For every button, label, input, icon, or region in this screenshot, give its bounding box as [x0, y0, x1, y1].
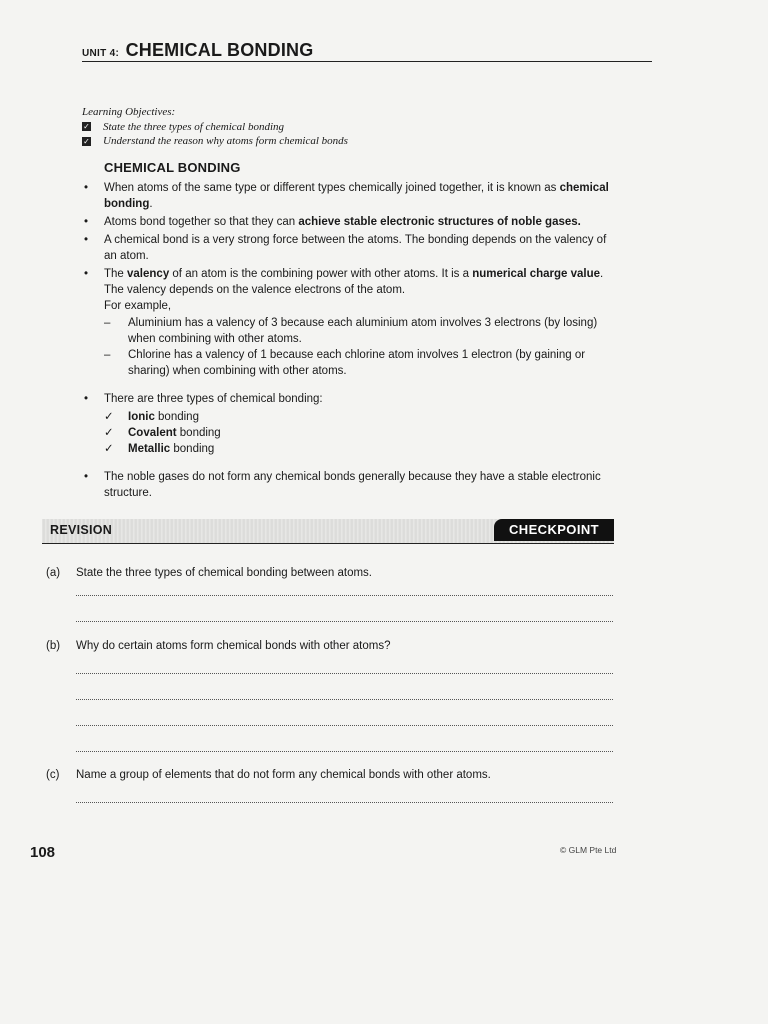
bullet-item — [82, 391, 622, 457]
bullet-text: A chemical bond is a very strong force between the atoms. The bonding depends on the valency of an atom. — [104, 234, 607, 262]
answer-line[interactable] — [76, 751, 613, 752]
bullet-text: . — [149, 198, 153, 210]
bullet-bold: chemical bonding — [104, 182, 609, 210]
revision-label: REVISION — [50, 523, 113, 537]
bullet-text: When atoms of the same type or different types chemically joined together, it is known as — [104, 182, 560, 194]
checked-box-icon: ✓ — [83, 136, 90, 146]
notes-list — [82, 180, 622, 503]
revision-bar — [42, 519, 614, 544]
bullet-text: The — [104, 268, 128, 280]
question-letter: (c) — [46, 769, 60, 781]
checkmark-icon: ✓ — [104, 427, 114, 439]
learning-objectives — [82, 105, 348, 149]
checkpoint-label: CHECKPOINT — [494, 519, 614, 541]
bullet-text: The noble gases do not form any chemical bonds generally because they have a stable electronic structure. — [104, 471, 601, 499]
question-b — [46, 640, 390, 652]
objective-text: State the three types of chemical bonding — [103, 120, 285, 133]
bullet-line: For example, — [104, 300, 172, 312]
bonding-type-bold: Metallic — [128, 443, 171, 455]
bullet-text: . — [600, 268, 604, 280]
unit-label: UNIT 4: — [82, 48, 120, 59]
checkmark-icon: ✓ — [104, 443, 114, 455]
question-text: Name a group of elements that do not form any chemical bonds with other atoms. — [76, 769, 491, 781]
unit-header — [82, 40, 313, 61]
question-letter: (a) — [46, 567, 61, 579]
question-letter: (b) — [46, 640, 61, 652]
bonding-type-rest: bonding — [176, 427, 221, 439]
bonding-type-bold: Covalent — [128, 427, 177, 439]
question-c — [46, 769, 491, 781]
bullet-item — [82, 214, 622, 230]
bullet-bold: valency — [127, 268, 170, 280]
question-a — [46, 567, 372, 579]
objective-item — [82, 120, 348, 135]
objective-item — [82, 134, 348, 149]
bonding-type-item — [104, 441, 622, 457]
bullet-text: There are three types of chemical bonding: — [104, 393, 323, 405]
example-list — [104, 315, 622, 379]
bonding-type-bold: Ionic — [128, 411, 155, 423]
answer-line[interactable] — [76, 699, 613, 700]
checkmark-icon: ✓ — [104, 411, 114, 423]
example-item: – Chlorine has a valency of 1 because each chlorine atom involves 1 electron (by gaining or sharing) when combining with other atoms. — [104, 347, 622, 379]
answer-line[interactable] — [76, 802, 613, 803]
bullet-bold: achieve stable electronic structures of noble gases. — [298, 216, 581, 228]
bullet-line: The valency depends on the valence electrons of the atom. — [104, 284, 406, 296]
bullet-item — [82, 266, 622, 379]
bonding-type-rest: bonding — [154, 411, 199, 423]
objective-text: Understand the reason why atoms form chemical bonds — [103, 135, 348, 147]
bullet-bold: numerical charge value — [472, 268, 601, 280]
question-text: State the three types of chemical bonding between atoms. — [76, 567, 372, 579]
page-number: 108 — [30, 844, 56, 861]
checked-box-icon: ✓ — [83, 122, 90, 132]
answer-line[interactable] — [76, 725, 613, 726]
bullet-item — [82, 232, 622, 264]
answer-line[interactable] — [76, 673, 613, 674]
answer-line[interactable] — [76, 621, 613, 622]
bonding-type-rest: bonding — [170, 443, 215, 455]
bonding-type-item — [104, 425, 622, 441]
question-text: Why do certain atoms form chemical bonds with other atoms? — [76, 640, 391, 652]
answer-line[interactable] — [76, 595, 613, 596]
bonding-type-item — [104, 409, 622, 425]
example-item: – Aluminium has a valency of 3 because each aluminium atom involves 3 electrons (by losing) when combining with other atoms. — [104, 315, 622, 347]
bullet-text: Atoms bond together so that they can — [104, 216, 299, 228]
copyright-text: © GLM Pte Ltd — [560, 845, 617, 855]
bullet-item — [82, 180, 622, 212]
bullet-text: of an atom is the combining power with other atoms. It is a — [169, 268, 473, 280]
header-rule — [82, 61, 652, 62]
bullet-item — [82, 469, 622, 501]
section-heading: CHEMICAL BONDING — [104, 160, 241, 175]
objectives-title: Learning Objectives: — [82, 106, 176, 118]
unit-title: CHEMICAL BONDING — [125, 40, 314, 60]
